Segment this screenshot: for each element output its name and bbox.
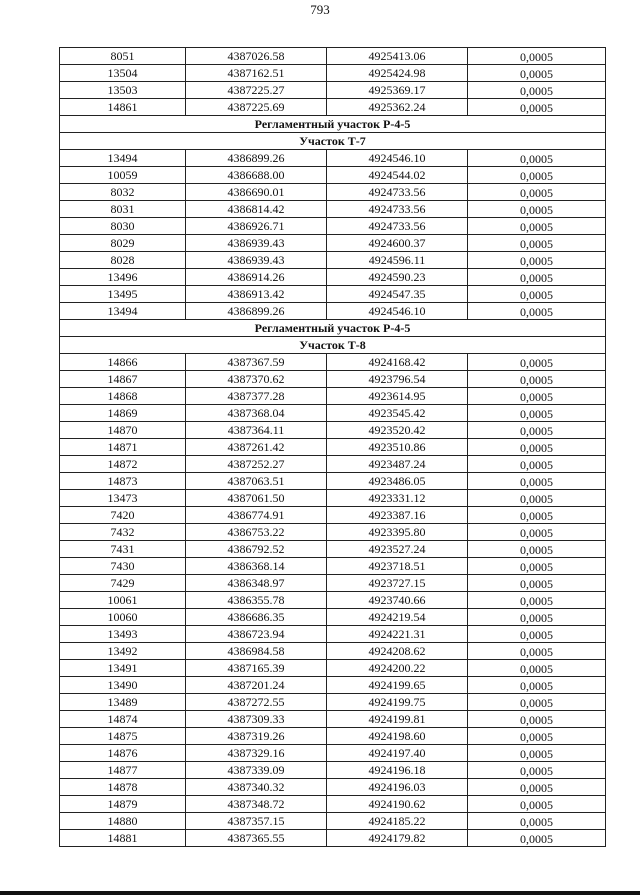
y-coordinate-cell: 4923387.16 — [327, 507, 468, 524]
table-row — [60, 762, 606, 779]
y-coordinate-cell: 4923614.95 — [327, 388, 468, 405]
point-id-cell: 14880 — [60, 813, 186, 830]
accuracy-cell: 0,0005 — [468, 286, 606, 303]
accuracy-cell: 0,0005 — [468, 371, 606, 388]
point-id-cell: 8031 — [60, 201, 186, 218]
accuracy-cell: 0,0005 — [468, 167, 606, 184]
point-id-cell: 13473 — [60, 490, 186, 507]
coordinates-table — [59, 47, 606, 847]
accuracy-cell: 0,0005 — [468, 711, 606, 728]
point-id-cell: 13492 — [60, 643, 186, 660]
table-row — [60, 796, 606, 813]
y-coordinate-cell: 4924199.75 — [327, 694, 468, 711]
accuracy-cell: 0,0005 — [468, 507, 606, 524]
accuracy-cell: 0,0005 — [468, 82, 606, 99]
table-row — [60, 524, 606, 541]
section-header-row — [60, 116, 606, 133]
y-coordinate-cell: 4924196.03 — [327, 779, 468, 796]
y-coordinate-cell: 4923331.12 — [327, 490, 468, 507]
table-row — [60, 269, 606, 286]
table-row — [60, 354, 606, 371]
y-coordinate-cell: 4923718.51 — [327, 558, 468, 575]
accuracy-cell: 0,0005 — [468, 405, 606, 422]
x-coordinate-cell: 4386914.26 — [186, 269, 327, 286]
x-coordinate-cell: 4387370.62 — [186, 371, 327, 388]
table-row — [60, 694, 606, 711]
table-row — [60, 422, 606, 439]
y-coordinate-cell: 4924179.82 — [327, 830, 468, 847]
x-coordinate-cell: 4387162.51 — [186, 65, 327, 82]
y-coordinate-cell: 4924544.02 — [327, 167, 468, 184]
point-id-cell: 14876 — [60, 745, 186, 762]
point-id-cell: 14866 — [60, 354, 186, 371]
accuracy-cell: 0,0005 — [468, 558, 606, 575]
accuracy-cell: 0,0005 — [468, 201, 606, 218]
x-coordinate-cell: 4386355.78 — [186, 592, 327, 609]
accuracy-cell: 0,0005 — [468, 660, 606, 677]
accuracy-cell: 0,0005 — [468, 473, 606, 490]
coordinates-table-body — [60, 48, 606, 847]
x-coordinate-cell: 4386913.42 — [186, 286, 327, 303]
accuracy-cell: 0,0005 — [468, 150, 606, 167]
table-row — [60, 626, 606, 643]
x-coordinate-cell: 4387319.26 — [186, 728, 327, 745]
table-row — [60, 779, 606, 796]
table-row — [60, 473, 606, 490]
x-coordinate-cell: 4387201.24 — [186, 677, 327, 694]
x-coordinate-cell: 4387339.09 — [186, 762, 327, 779]
point-id-cell: 7430 — [60, 558, 186, 575]
y-coordinate-cell: 4925424.98 — [327, 65, 468, 82]
accuracy-cell: 0,0005 — [468, 218, 606, 235]
accuracy-cell: 0,0005 — [468, 728, 606, 745]
accuracy-cell: 0,0005 — [468, 456, 606, 473]
x-coordinate-cell: 4387026.58 — [186, 48, 327, 65]
table-row — [60, 711, 606, 728]
x-coordinate-cell: 4386899.26 — [186, 303, 327, 320]
table-row — [60, 388, 606, 405]
table-row — [60, 184, 606, 201]
point-id-cell: 13490 — [60, 677, 186, 694]
point-id-cell: 14867 — [60, 371, 186, 388]
point-id-cell: 14881 — [60, 830, 186, 847]
point-id-cell: 13504 — [60, 65, 186, 82]
y-coordinate-cell: 4925362.24 — [327, 99, 468, 116]
point-id-cell: 13491 — [60, 660, 186, 677]
x-coordinate-cell: 4386348.97 — [186, 575, 327, 592]
y-coordinate-cell: 4924590.23 — [327, 269, 468, 286]
table-row — [60, 745, 606, 762]
x-coordinate-cell: 4386939.43 — [186, 235, 327, 252]
point-id-cell: 8029 — [60, 235, 186, 252]
y-coordinate-cell: 4923545.42 — [327, 405, 468, 422]
point-id-cell: 13489 — [60, 694, 186, 711]
accuracy-cell: 0,0005 — [468, 388, 606, 405]
point-id-cell: 7429 — [60, 575, 186, 592]
table-row — [60, 252, 606, 269]
table-row — [60, 558, 606, 575]
point-id-cell: 14877 — [60, 762, 186, 779]
point-id-cell: 14874 — [60, 711, 186, 728]
x-coordinate-cell: 4386814.42 — [186, 201, 327, 218]
section-header-row — [60, 320, 606, 337]
x-coordinate-cell: 4386688.00 — [186, 167, 327, 184]
point-id-cell: 8032 — [60, 184, 186, 201]
point-id-cell: 14872 — [60, 456, 186, 473]
x-coordinate-cell: 4387364.11 — [186, 422, 327, 439]
point-id-cell: 13493 — [60, 626, 186, 643]
accuracy-cell: 0,0005 — [468, 643, 606, 660]
accuracy-cell: 0,0005 — [468, 575, 606, 592]
table-row — [60, 99, 606, 116]
accuracy-cell: 0,0005 — [468, 48, 606, 65]
y-coordinate-cell: 4923510.86 — [327, 439, 468, 456]
x-coordinate-cell: 4386899.26 — [186, 150, 327, 167]
y-coordinate-cell: 4923527.24 — [327, 541, 468, 558]
y-coordinate-cell: 4924547.35 — [327, 286, 468, 303]
point-id-cell: 13503 — [60, 82, 186, 99]
y-coordinate-cell: 4924733.56 — [327, 201, 468, 218]
accuracy-cell: 0,0005 — [468, 626, 606, 643]
y-coordinate-cell: 4924185.22 — [327, 813, 468, 830]
y-coordinate-cell: 4924546.10 — [327, 303, 468, 320]
table-row — [60, 592, 606, 609]
accuracy-cell: 0,0005 — [468, 99, 606, 116]
accuracy-cell: 0,0005 — [468, 422, 606, 439]
x-coordinate-cell: 4387348.72 — [186, 796, 327, 813]
table-row — [60, 167, 606, 184]
table-row — [60, 65, 606, 82]
table-row — [60, 371, 606, 388]
point-id-cell: 8030 — [60, 218, 186, 235]
point-id-cell: 13496 — [60, 269, 186, 286]
table-row — [60, 507, 606, 524]
x-coordinate-cell: 4387063.51 — [186, 473, 327, 490]
coordinates-table-container — [59, 47, 605, 847]
point-id-cell: 13494 — [60, 150, 186, 167]
x-coordinate-cell: 4387061.50 — [186, 490, 327, 507]
accuracy-cell: 0,0005 — [468, 439, 606, 456]
y-coordinate-cell: 4924733.56 — [327, 184, 468, 201]
x-coordinate-cell: 4387225.69 — [186, 99, 327, 116]
accuracy-cell: 0,0005 — [468, 813, 606, 830]
x-coordinate-cell: 4387252.27 — [186, 456, 327, 473]
accuracy-cell: 0,0005 — [468, 830, 606, 847]
table-row — [60, 575, 606, 592]
accuracy-cell: 0,0005 — [468, 524, 606, 541]
y-coordinate-cell: 4924200.22 — [327, 660, 468, 677]
section-header-row — [60, 337, 606, 354]
accuracy-cell: 0,0005 — [468, 677, 606, 694]
point-id-cell: 14873 — [60, 473, 186, 490]
table-row — [60, 813, 606, 830]
x-coordinate-cell: 4387225.27 — [186, 82, 327, 99]
point-id-cell: 14871 — [60, 439, 186, 456]
y-coordinate-cell: 4924221.31 — [327, 626, 468, 643]
y-coordinate-cell: 4924208.62 — [327, 643, 468, 660]
point-id-cell: 10059 — [60, 167, 186, 184]
point-id-cell: 7420 — [60, 507, 186, 524]
table-row — [60, 150, 606, 167]
x-coordinate-cell: 4386690.01 — [186, 184, 327, 201]
accuracy-cell: 0,0005 — [468, 762, 606, 779]
y-coordinate-cell: 4924600.37 — [327, 235, 468, 252]
y-coordinate-cell: 4924546.10 — [327, 150, 468, 167]
y-coordinate-cell: 4924196.18 — [327, 762, 468, 779]
accuracy-cell: 0,0005 — [468, 541, 606, 558]
y-coordinate-cell: 4924190.62 — [327, 796, 468, 813]
point-id-cell: 13494 — [60, 303, 186, 320]
x-coordinate-cell: 4386774.91 — [186, 507, 327, 524]
x-coordinate-cell: 4386792.52 — [186, 541, 327, 558]
y-coordinate-cell: 4923395.80 — [327, 524, 468, 541]
section-header-row — [60, 133, 606, 150]
accuracy-cell: 0,0005 — [468, 252, 606, 269]
section-header-label: Участок Т-8 — [60, 337, 606, 354]
table-row — [60, 48, 606, 65]
table-row — [60, 82, 606, 99]
x-coordinate-cell: 4386753.22 — [186, 524, 327, 541]
table-row — [60, 456, 606, 473]
table-row — [60, 643, 606, 660]
x-coordinate-cell: 4387368.04 — [186, 405, 327, 422]
accuracy-cell: 0,0005 — [468, 796, 606, 813]
point-id-cell: 14875 — [60, 728, 186, 745]
table-row — [60, 490, 606, 507]
accuracy-cell: 0,0005 — [468, 694, 606, 711]
accuracy-cell: 0,0005 — [468, 354, 606, 371]
accuracy-cell: 0,0005 — [468, 65, 606, 82]
point-id-cell: 14878 — [60, 779, 186, 796]
y-coordinate-cell: 4924219.54 — [327, 609, 468, 626]
y-coordinate-cell: 4924199.65 — [327, 677, 468, 694]
y-coordinate-cell: 4924733.56 — [327, 218, 468, 235]
section-header-label: Регламентный участок Р-4-5 — [60, 116, 606, 133]
x-coordinate-cell: 4387329.16 — [186, 745, 327, 762]
x-coordinate-cell: 4386939.43 — [186, 252, 327, 269]
y-coordinate-cell: 4923486.05 — [327, 473, 468, 490]
point-id-cell: 10060 — [60, 609, 186, 626]
table-row — [60, 660, 606, 677]
x-coordinate-cell: 4386686.35 — [186, 609, 327, 626]
section-header-label: Участок Т-7 — [60, 133, 606, 150]
accuracy-cell: 0,0005 — [468, 745, 606, 762]
x-coordinate-cell: 4386723.94 — [186, 626, 327, 643]
x-coordinate-cell: 4387365.55 — [186, 830, 327, 847]
x-coordinate-cell: 4386926.71 — [186, 218, 327, 235]
x-coordinate-cell: 4387377.28 — [186, 388, 327, 405]
y-coordinate-cell: 4924168.42 — [327, 354, 468, 371]
point-id-cell: 8051 — [60, 48, 186, 65]
table-row — [60, 405, 606, 422]
point-id-cell: 14868 — [60, 388, 186, 405]
accuracy-cell: 0,0005 — [468, 184, 606, 201]
y-coordinate-cell: 4923520.42 — [327, 422, 468, 439]
accuracy-cell: 0,0005 — [468, 490, 606, 507]
y-coordinate-cell: 4924198.60 — [327, 728, 468, 745]
y-coordinate-cell: 4923796.54 — [327, 371, 468, 388]
x-coordinate-cell: 4387309.33 — [186, 711, 327, 728]
point-id-cell: 14879 — [60, 796, 186, 813]
x-coordinate-cell: 4386984.58 — [186, 643, 327, 660]
point-id-cell: 8028 — [60, 252, 186, 269]
accuracy-cell: 0,0005 — [468, 609, 606, 626]
y-coordinate-cell: 4923740.66 — [327, 592, 468, 609]
x-coordinate-cell: 4387340.32 — [186, 779, 327, 796]
x-coordinate-cell: 4387165.39 — [186, 660, 327, 677]
y-coordinate-cell: 4925413.06 — [327, 48, 468, 65]
y-coordinate-cell: 4924199.81 — [327, 711, 468, 728]
page-number: 793 — [310, 2, 330, 17]
y-coordinate-cell: 4924596.11 — [327, 252, 468, 269]
table-row — [60, 609, 606, 626]
point-id-cell: 13495 — [60, 286, 186, 303]
table-row — [60, 439, 606, 456]
accuracy-cell: 0,0005 — [468, 303, 606, 320]
table-row — [60, 218, 606, 235]
table-row — [60, 286, 606, 303]
x-coordinate-cell: 4387261.42 — [186, 439, 327, 456]
table-row — [60, 235, 606, 252]
point-id-cell: 14869 — [60, 405, 186, 422]
accuracy-cell: 0,0005 — [468, 779, 606, 796]
point-id-cell: 7431 — [60, 541, 186, 558]
accuracy-cell: 0,0005 — [468, 235, 606, 252]
point-id-cell: 14870 — [60, 422, 186, 439]
table-row — [60, 677, 606, 694]
x-coordinate-cell: 4387272.55 — [186, 694, 327, 711]
table-row — [60, 728, 606, 745]
accuracy-cell: 0,0005 — [468, 592, 606, 609]
point-id-cell: 14861 — [60, 99, 186, 116]
point-id-cell: 10061 — [60, 592, 186, 609]
y-coordinate-cell: 4923487.24 — [327, 456, 468, 473]
point-id-cell: 7432 — [60, 524, 186, 541]
table-row — [60, 830, 606, 847]
y-coordinate-cell: 4924197.40 — [327, 745, 468, 762]
x-coordinate-cell: 4387357.15 — [186, 813, 327, 830]
y-coordinate-cell: 4925369.17 — [327, 82, 468, 99]
accuracy-cell: 0,0005 — [468, 269, 606, 286]
table-row — [60, 541, 606, 558]
x-coordinate-cell: 4386368.14 — [186, 558, 327, 575]
y-coordinate-cell: 4923727.15 — [327, 575, 468, 592]
scan-bottom-edge — [0, 891, 640, 895]
x-coordinate-cell: 4387367.59 — [186, 354, 327, 371]
table-row — [60, 201, 606, 218]
section-header-label: Регламентный участок Р-4-5 — [60, 320, 606, 337]
table-row — [60, 303, 606, 320]
